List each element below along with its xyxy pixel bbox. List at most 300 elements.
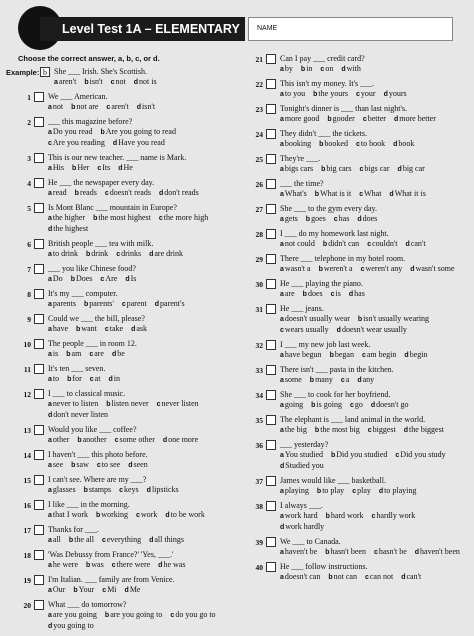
option-letter: c (89, 351, 94, 358)
answer-option-c[interactable] (361, 264, 403, 273)
answer-option-c[interactable] (352, 486, 371, 495)
answer-option-b[interactable] (71, 274, 93, 283)
option-text: big car (402, 164, 425, 173)
answer-option-b[interactable] (330, 350, 354, 359)
answer-option-b[interactable] (325, 547, 366, 556)
answer-box[interactable] (266, 179, 276, 189)
answer-option-a[interactable] (48, 585, 65, 594)
answer-option-a[interactable] (48, 349, 58, 358)
question-stem: The people ___ in room 12. (48, 339, 137, 348)
answer-option-a[interactable] (280, 314, 350, 323)
answer-box[interactable] (266, 229, 276, 239)
answer-box[interactable] (266, 154, 276, 164)
option-text: doesn't wear usually (341, 325, 407, 334)
question-14 (18, 450, 242, 471)
answer-box[interactable] (266, 415, 276, 425)
option-text: You studied (284, 450, 323, 459)
answer-option-b[interactable] (75, 188, 97, 197)
answer-option-b[interactable] (323, 239, 359, 248)
answer-options (280, 264, 466, 275)
answer-options (280, 425, 466, 436)
answer-option-b[interactable] (86, 249, 108, 258)
option-text: playing (284, 486, 309, 495)
option-text: Your (78, 585, 95, 594)
answer-option-c[interactable] (136, 510, 157, 519)
answer-option-d[interactable] (118, 163, 133, 172)
answer-option-b[interactable] (86, 560, 104, 569)
answer-option-d[interactable] (137, 102, 155, 111)
answer-box[interactable] (266, 104, 276, 114)
answer-option-a[interactable] (48, 610, 97, 619)
answer-option-c[interactable] (89, 349, 104, 358)
answer-option-a[interactable] (280, 239, 315, 248)
answer-box[interactable] (266, 279, 276, 289)
answer-option-a[interactable] (48, 485, 76, 494)
option-text: not (115, 77, 126, 86)
answer-option-b[interactable] (331, 450, 387, 459)
question-32 (250, 340, 466, 361)
answer-option-d[interactable] (404, 350, 427, 359)
answer-option-a[interactable] (48, 510, 88, 519)
option-letter: d (405, 241, 410, 248)
option-text: better (367, 114, 386, 123)
answer-option-d[interactable] (379, 486, 417, 495)
answer-box[interactable] (266, 476, 276, 486)
answer-option-b[interactable] (96, 510, 128, 519)
answer-option-a[interactable] (48, 535, 61, 544)
answer-option-b[interactable] (105, 610, 163, 619)
option-letter: a (280, 402, 284, 409)
answer-option-c[interactable] (102, 535, 141, 544)
answer-option-b[interactable] (84, 299, 114, 308)
answer-option-c[interactable] (356, 139, 385, 148)
answer-option-c[interactable] (112, 560, 150, 569)
answer-option-c[interactable] (100, 274, 117, 283)
question-number: 12 (23, 390, 31, 399)
answer-option-d[interactable] (163, 435, 198, 444)
option-text: Its (102, 163, 111, 172)
answer-option-d[interactable] (155, 299, 185, 308)
option-text: for (72, 374, 82, 383)
answer-box[interactable] (34, 389, 44, 399)
answer-option-a[interactable] (280, 64, 293, 73)
answer-option-c[interactable] (368, 425, 396, 434)
answer-option-d[interactable] (389, 189, 425, 198)
answer-box[interactable] (34, 117, 44, 127)
question-2 (18, 117, 242, 149)
option-text: work hard (284, 511, 318, 520)
question-number: 37 (255, 477, 263, 486)
answer-box[interactable] (266, 79, 276, 89)
answer-option-b[interactable] (321, 164, 351, 173)
option-text: don't reads (164, 188, 199, 197)
answer-option-b[interactable] (315, 189, 351, 198)
answer-box[interactable] (34, 264, 44, 274)
answer-options (280, 572, 466, 583)
answer-box[interactable] (34, 153, 44, 163)
option-letter: c (364, 574, 369, 581)
answer-option-a[interactable] (280, 289, 295, 298)
answer-option-d[interactable] (48, 224, 88, 233)
answer-option-c[interactable] (362, 350, 396, 359)
answer-option-c[interactable] (363, 114, 386, 123)
answer-option-a[interactable] (48, 188, 67, 197)
option-text: didn't can (328, 239, 360, 248)
answer-option-d[interactable] (48, 410, 108, 419)
answer-option-c[interactable] (105, 188, 151, 197)
question-number: 38 (255, 502, 263, 511)
answer-option-d[interactable] (48, 621, 94, 630)
answer-box[interactable] (266, 390, 276, 400)
answer-option-a[interactable] (48, 299, 76, 308)
answer-option-d[interactable] (337, 325, 407, 334)
answer-option-c[interactable] (105, 324, 123, 333)
answer-option-a[interactable] (48, 399, 98, 408)
question-number: 7 (27, 265, 31, 274)
answer-option-b[interactable] (67, 374, 82, 383)
answer-option-b[interactable] (106, 399, 148, 408)
answer-option-c[interactable] (97, 163, 110, 172)
answer-option-d[interactable] (357, 214, 377, 223)
answer-option-d[interactable] (134, 77, 157, 86)
answer-option-a[interactable] (48, 274, 63, 283)
answer-option-d[interactable] (158, 560, 185, 569)
answer-option-d[interactable] (112, 349, 125, 358)
answer-option-a[interactable] (54, 77, 76, 86)
option-letter: a (48, 487, 52, 494)
answer-option-c[interactable] (341, 375, 349, 384)
question-15 (18, 475, 242, 496)
answer-box[interactable] (266, 365, 276, 375)
answer-option-c[interactable] (111, 77, 126, 86)
answer-option-a[interactable] (280, 486, 309, 495)
answer-option-b[interactable] (319, 264, 353, 273)
answer-options (48, 188, 242, 199)
answer-option-c[interactable] (102, 585, 116, 594)
option-text: begin (409, 350, 428, 359)
answer-option-a[interactable] (280, 350, 322, 359)
option-text: hasn't been (330, 547, 366, 556)
answer-option-b[interactable] (317, 486, 344, 495)
answer-box[interactable] (266, 501, 276, 511)
name-field[interactable]: NAME (248, 17, 453, 41)
answer-option-d[interactable] (393, 139, 414, 148)
option-letter: d (154, 301, 160, 308)
answer-option-b[interactable] (72, 163, 89, 172)
answer-option-b[interactable] (326, 511, 364, 520)
answer-option-c[interactable] (157, 399, 199, 408)
answer-option-a[interactable] (48, 324, 68, 333)
answer-option-c[interactable] (365, 572, 393, 581)
answer-option-a[interactable] (280, 400, 303, 409)
answer-box[interactable] (266, 304, 276, 314)
question-number: 35 (255, 416, 263, 425)
answer-option-c[interactable] (334, 214, 350, 223)
answer-option-c[interactable] (350, 400, 363, 409)
answer-option-c[interactable] (97, 460, 120, 469)
answer-option-c[interactable] (115, 435, 155, 444)
answer-option-d[interactable] (349, 289, 365, 298)
option-letter: b (318, 266, 323, 273)
answer-option-b[interactable] (84, 77, 102, 86)
option-letter: b (319, 141, 324, 148)
answer-option-d[interactable] (149, 535, 184, 544)
answer-options (48, 374, 242, 385)
answer-box[interactable] (266, 204, 276, 214)
answer-option-c[interactable] (122, 299, 147, 308)
answer-option-b[interactable] (93, 213, 151, 222)
answer-option-d[interactable] (125, 274, 136, 283)
option-text: many (315, 375, 333, 384)
question-22 (250, 79, 466, 100)
option-letter: a (48, 351, 52, 358)
option-letter: c (330, 291, 335, 298)
answer-options (48, 102, 242, 113)
answer-option-a[interactable] (280, 547, 317, 556)
answer-option-b[interactable] (84, 485, 112, 494)
answer-box[interactable] (34, 364, 44, 374)
answer-box[interactable] (34, 92, 44, 102)
answer-option-c[interactable] (367, 239, 397, 248)
answer-option-d[interactable] (384, 89, 407, 98)
answer-option-d[interactable] (147, 485, 179, 494)
answer-box[interactable] (34, 425, 44, 435)
answer-box[interactable] (34, 550, 44, 560)
answer-box[interactable] (266, 562, 276, 572)
answer-option-a[interactable] (280, 511, 318, 520)
option-letter: d (341, 66, 346, 73)
answer-box[interactable] (34, 575, 44, 585)
answer-box[interactable] (34, 500, 44, 510)
option-text: he were (52, 560, 78, 569)
option-letter: a (280, 513, 284, 520)
answer-option-c[interactable] (119, 485, 139, 494)
question-number: 11 (23, 365, 31, 374)
answer-box[interactable] (266, 340, 276, 350)
answer-option-d[interactable] (165, 510, 205, 519)
option-text: weren't any (365, 264, 403, 273)
option-letter: a (280, 452, 284, 459)
answer-option-b[interactable] (313, 89, 348, 98)
answer-option-c[interactable] (359, 189, 381, 198)
answer-box[interactable] (266, 54, 276, 64)
question-stem: Is Mont Blanc ___ mountain in Europe? (48, 203, 177, 212)
question-12 (18, 389, 242, 421)
answer-option-d[interactable] (371, 400, 409, 409)
question-stem: It's ten ___ seven. (48, 364, 106, 373)
option-text: are you going (52, 610, 97, 619)
answer-option-b[interactable] (301, 64, 313, 73)
answer-box[interactable] (34, 203, 44, 213)
answer-option-c[interactable] (360, 164, 390, 173)
answer-option-d[interactable] (159, 188, 199, 197)
answer-option-a[interactable] (48, 127, 92, 136)
answer-options (48, 435, 242, 446)
answer-option-a[interactable] (48, 374, 59, 383)
answer-option-a[interactable] (280, 450, 323, 459)
answer-box[interactable] (34, 475, 44, 485)
answer-option-c[interactable] (90, 374, 101, 383)
answer-option-d[interactable] (125, 585, 141, 594)
option-text: not could (284, 239, 315, 248)
answer-box[interactable] (34, 450, 44, 460)
option-letter: d (111, 351, 117, 358)
answer-option-d[interactable] (415, 547, 460, 556)
option-letter: d (158, 562, 163, 569)
answer-option-b[interactable] (73, 585, 94, 594)
answer-option-a[interactable] (48, 560, 78, 569)
option-text: a (345, 375, 350, 384)
answer-option-a[interactable] (48, 249, 78, 258)
option-letter: c (362, 116, 367, 123)
question-25 (250, 154, 466, 175)
answer-box[interactable] (266, 537, 276, 547)
answer-option-a[interactable] (280, 189, 307, 198)
answer-box[interactable] (34, 600, 44, 610)
option-text: seen (133, 460, 148, 469)
option-letter: d (393, 141, 398, 148)
answer-option-b[interactable] (71, 102, 98, 111)
answer-option-c[interactable] (170, 610, 215, 619)
question-9 (18, 314, 242, 335)
answer-option-b[interactable] (100, 127, 175, 136)
answer-option-b[interactable] (66, 349, 81, 358)
option-text: stamps (88, 485, 112, 494)
answer-option-a[interactable] (48, 102, 63, 111)
option-text: the all (74, 535, 94, 544)
option-letter: a (48, 401, 52, 408)
question-number: 32 (255, 341, 263, 350)
answer-box[interactable] (266, 440, 276, 450)
answer-box[interactable] (34, 314, 44, 324)
answer-option-d[interactable] (128, 460, 148, 469)
option-text: wasn't some (415, 264, 455, 273)
question-stem: He ___ the newspaper every day. (48, 178, 155, 187)
option-letter: c (97, 165, 102, 172)
answer-option-c[interactable] (280, 325, 329, 334)
answer-option-b[interactable] (327, 114, 355, 123)
option-letter: c (119, 487, 123, 494)
answer-option-b[interactable] (358, 314, 429, 323)
question-10 (18, 339, 242, 360)
answer-option-a[interactable] (280, 114, 319, 123)
answer-box[interactable] (266, 129, 276, 139)
answer-option-d[interactable] (280, 461, 324, 470)
option-text: is going (316, 400, 342, 409)
question-18 (18, 550, 242, 571)
answer-box[interactable] (266, 254, 276, 264)
answer-box[interactable] (34, 289, 44, 299)
answer-option-d[interactable] (149, 249, 183, 258)
answer-option-c[interactable] (48, 138, 105, 147)
answer-option-b[interactable] (319, 139, 348, 148)
answer-option-b[interactable] (306, 214, 326, 223)
answer-option-a[interactable] (280, 375, 302, 384)
question-stem: Would you like ___ coffee? (48, 425, 137, 434)
answer-option-d[interactable] (280, 522, 324, 531)
answer-box[interactable] (34, 525, 44, 535)
answer-option-b[interactable] (71, 460, 89, 469)
answer-box[interactable] (34, 178, 44, 188)
answer-option-d[interactable] (357, 375, 374, 384)
answer-option-c[interactable] (395, 450, 445, 459)
option-text: in (113, 374, 120, 383)
option-letter: c (48, 140, 52, 147)
answer-option-a[interactable] (280, 139, 311, 148)
answer-option-c[interactable] (106, 102, 128, 111)
answer-option-a[interactable] (48, 213, 85, 222)
answer-option-a[interactable] (280, 89, 305, 98)
answer-option-c[interactable] (116, 249, 141, 258)
answer-option-a[interactable] (280, 572, 320, 581)
option-text: there were (116, 560, 151, 569)
answer-option-b[interactable] (310, 375, 333, 384)
answer-option-d[interactable] (108, 374, 120, 383)
question-13 (18, 425, 242, 446)
option-letter: d (48, 226, 53, 233)
option-text: is (335, 289, 341, 298)
answer-options (280, 289, 466, 300)
answer-option-d[interactable] (404, 425, 444, 434)
answer-option-b[interactable] (315, 425, 360, 434)
answer-option-a[interactable] (280, 425, 307, 434)
answer-option-d[interactable] (406, 239, 426, 248)
option-letter: b (313, 91, 318, 98)
answer-option-a[interactable] (280, 164, 313, 173)
answer-option-c[interactable] (372, 511, 416, 520)
answer-box[interactable] (34, 239, 44, 249)
option-letter: a (280, 66, 284, 73)
answer-option-a[interactable] (280, 264, 311, 273)
option-letter: a (54, 79, 58, 86)
answer-option-c[interactable] (320, 64, 333, 73)
option-letter: b (311, 402, 316, 409)
answer-option-c[interactable] (331, 289, 341, 298)
question-number: 8 (27, 290, 31, 299)
option-text: Are you reading (52, 138, 105, 147)
answer-option-b[interactable] (311, 400, 342, 409)
answer-option-b[interactable] (77, 435, 106, 444)
answer-option-c[interactable] (356, 89, 376, 98)
answer-option-b[interactable] (69, 535, 94, 544)
answer-option-a[interactable] (48, 163, 64, 172)
answer-option-d[interactable] (398, 164, 425, 173)
answer-option-d[interactable] (113, 138, 165, 147)
answer-option-d[interactable] (410, 264, 454, 273)
answer-box[interactable] (34, 339, 44, 349)
answer-option-c[interactable] (159, 213, 208, 222)
answer-option-a[interactable] (280, 214, 298, 223)
answer-option-b[interactable] (328, 572, 357, 581)
option-text: haven't been (420, 547, 460, 556)
instructions: Choose the correct answer, a, b, c, or d. (18, 54, 160, 63)
option-text: the higher (52, 213, 86, 222)
answer-option-a[interactable] (48, 460, 63, 469)
answer-option-d[interactable] (401, 572, 421, 581)
answer-option-d[interactable] (341, 64, 361, 73)
question-number: 34 (255, 391, 263, 400)
answer-option-c[interactable] (374, 547, 407, 556)
answer-option-d[interactable] (131, 324, 147, 333)
answer-option-b[interactable] (76, 324, 97, 333)
question-stem: Could we ___ the bill, please? (48, 314, 145, 323)
answer-option-d[interactable] (394, 114, 436, 123)
option-text: never listen (161, 399, 199, 408)
answer-option-b[interactable] (303, 289, 323, 298)
option-letter: d (118, 165, 123, 172)
question-stem: She ___ to cook for her boyfriend. (280, 390, 391, 399)
answer-option-a[interactable] (48, 435, 69, 444)
